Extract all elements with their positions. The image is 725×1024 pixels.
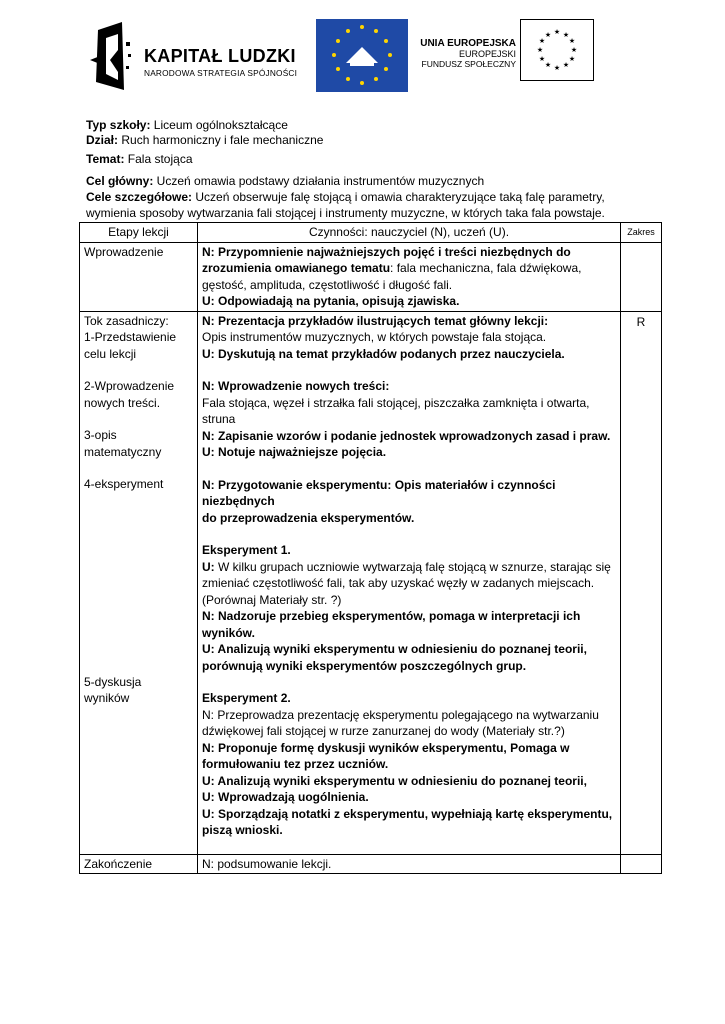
stage-main-1c: celu lekcji: [84, 346, 137, 361]
stage-main-1b: 1-Przedstawienie: [84, 330, 177, 344]
intro-u-line: U: Odpowiadają na pytania, opisują zjawiska.: [202, 294, 460, 308]
school-type-label: Typ szkoły:: [86, 118, 151, 132]
main-c2: do przeprowadzenia eksperymentów.: [202, 510, 415, 525]
svg-text:★: ★: [568, 55, 576, 63]
svg-text:★: ★: [544, 61, 552, 69]
scope-main-value: R: [636, 314, 646, 329]
table-header-row: [80, 223, 662, 243]
stage-main-5a: 5-dyskusja: [84, 674, 142, 689]
eu-flag-stars-icon: [521, 20, 593, 80]
scope-main: [621, 311, 662, 854]
ue-line2: EUROPEJSKI: [458, 49, 516, 59]
stage-main-5b: wyników: [84, 691, 130, 705]
table-row-main: [80, 311, 662, 854]
svg-text:★: ★: [544, 31, 552, 39]
header-stages: Etapy lekcji: [80, 223, 198, 243]
experiment-2-u1: U: Analizują wyniki eksperymentu w odniesieniu do poznanej teorii,: [202, 773, 587, 788]
section-value: Ruch harmoniczny i fale mechaniczne: [118, 133, 324, 147]
svg-text:★: ★: [562, 61, 570, 69]
experiment-1-u-line: [202, 559, 616, 576]
topic-value: Fala stojąca: [124, 152, 193, 166]
experiment-1-line3: (Porównaj Materiały str. ?): [202, 592, 342, 607]
activities-end: N: podsumowanie lekcji.: [198, 854, 621, 874]
activities-main: [198, 311, 621, 854]
kapital-ludzki-title: KAPITAŁ LUDZKI: [144, 46, 296, 66]
main-goal-label: Cel główny:: [86, 174, 154, 188]
scope-intro: [621, 242, 662, 311]
topic-label: Temat:: [86, 152, 125, 166]
experiment-1-u-label: U:: [202, 559, 215, 574]
experiment-1-title: Eksperyment 1.: [202, 543, 291, 557]
stage-main-3a: 3-opis: [84, 428, 117, 442]
intro-n-line2-rest: : fala mechaniczna, fala dźwiękowa,: [390, 261, 582, 275]
scope-end: [621, 854, 662, 874]
school-type-value: Liceum ogólnokształcące: [150, 118, 288, 132]
main-a1: N: Prezentacja przykładów ilustrujących temat główny lekcji:: [202, 313, 549, 328]
experiment-2-line1: N: Przeprowadza prezentację eksperymentu polegającego na wytwarzaniu: [202, 707, 599, 722]
table-row-end: [80, 854, 662, 874]
svg-text:★: ★: [538, 37, 546, 45]
section-label: Dział:: [86, 133, 119, 147]
main-b2: Fala stojąca, węzeł i strzałka fali stojącej, piszczałka zamknięta i otwarta,: [202, 395, 590, 410]
stage-intro: Wprowadzenie: [80, 242, 198, 311]
experiment-1-u1: U: Analizują wyniki eksperymentu w odniesieniu do poznanej teorii,: [202, 642, 587, 656]
specific-goals-line: [86, 189, 605, 206]
experiment-2-u4: piszą wnioski.: [202, 823, 283, 837]
intro-n-line3: gęstość, amplituda, częstotliwość i długość fali.: [202, 277, 453, 292]
experiment-2-n1: N: Proponuje formę dyskusji wyników eksperymentu, Pomaga w: [202, 740, 570, 755]
specific-goals-value-1: Uczeń obserwuje falę stojącą i omawia charakteryzujące taką falę parametry,: [192, 190, 605, 204]
main-b4: N: Zapisanie wzorów i podanie jednostek wprowadzonych zasad i praw.: [202, 428, 611, 443]
eu-flag-logo: [520, 19, 594, 81]
main-a2: Opis instrumentów muzycznych, w których powstaje fala stojąca.: [202, 330, 547, 344]
eu-program-logo: [316, 19, 408, 92]
experiment-1-u2: porównują wyniki eksperymentów poszczególnych grup.: [202, 658, 527, 673]
experiment-1-n1: N: Nadzoruje przebieg eksperymentów, pomaga w interpretacji ich: [202, 609, 581, 623]
specific-goals-label: Cele szczegółowe:: [86, 190, 193, 204]
main-b5: U: Notuje najważniejsze pojęcia.: [202, 445, 387, 459]
svg-text:★: ★: [570, 46, 578, 54]
experiment-1-n2: wyników.: [202, 625, 255, 640]
stage-main-2b: nowych treści.: [84, 395, 161, 410]
main-goal-line: [86, 173, 484, 190]
main-b1: N: Wprowadzenie nowych treści:: [202, 379, 390, 393]
kapital-ludzki-subtitle: NARODOWA STRATEGIA SPÓJNOŚCI: [144, 68, 298, 78]
header-activities: Czynności: nauczyciel (N), uczeń (U).: [198, 223, 621, 243]
ue-line1: UNIA EUROPEJSKA: [420, 38, 516, 49]
main-b3: struna: [202, 412, 236, 426]
intro-n-line1: N: Przypomnienie najważniejszych pojęć i treści niezbędnych do: [202, 244, 571, 259]
svg-text:★: ★: [562, 31, 570, 39]
stage-main-3b: matematyczny: [84, 444, 162, 459]
stage-main-1a: Tok zasadniczy:: [84, 313, 169, 328]
stage-main-4: 4-eksperyment: [84, 477, 164, 491]
stage-main: [80, 311, 198, 854]
ue-efs-text-logo: [416, 38, 516, 78]
svg-text:★: ★: [536, 46, 544, 54]
experiment-2-n2: formułowaniu tez przez uczniów.: [202, 757, 389, 771]
intro-n-line2: [202, 260, 616, 277]
main-c1: N: Przygotowanie eksperymentu: Opis materiałów i czynności niezbędnych: [202, 477, 556, 508]
svg-text:★: ★: [568, 37, 576, 45]
main-a3: U: Dyskutują na temat przykładów podanych przez nauczyciela.: [202, 346, 565, 361]
stage-end: Zakończenie: [80, 854, 198, 874]
experiment-2-title: Eksperyment 2.: [202, 691, 291, 705]
experiment-1-line2: zmieniać częstotliwość fali, tak aby uzyskać węzły w zadanych miejscach.: [202, 576, 595, 590]
experiment-2-line2: dźwiękowej fali stojącej w rurze zanurzanej do wody (Materiały str.?): [202, 724, 565, 738]
intro-n-line2-bold: zrozumienia omawianego tematu: [202, 261, 391, 275]
experiment-2-u2: U: Wprowadzają uogólnienia.: [202, 790, 369, 804]
experiment-2-u3: U: Sporządzają notatki z eksperymentu, wypełniają kartę eksperymentu,: [202, 806, 613, 821]
kapital-ludzki-logo: [88, 20, 308, 92]
kapital-ludzki-emblem-icon: [88, 20, 140, 92]
svg-text:★: ★: [553, 64, 561, 72]
topic-line: [86, 151, 193, 168]
header-scope: Zakres: [621, 223, 662, 243]
eu-stars-ring-icon: [316, 19, 408, 92]
main-goal-value: Uczeń omawia podstawy działania instrumentów muzycznych: [153, 174, 485, 188]
specific-goals-line-2: wymienia sposoby wytwarzania fali stojącej i instrumenty muzyczne, w których taka fala powstaje.: [86, 206, 605, 220]
svg-text:★: ★: [538, 55, 546, 63]
ue-line3: FUNDUSZ SPOŁECZNY: [421, 59, 516, 69]
experiment-1-u-text: W kilku grupach uczniowie wytwarzają falę stojącą w sznurze, starając się: [214, 559, 611, 574]
table-row-intro: [80, 242, 662, 311]
lesson-plan-table: [79, 222, 662, 874]
section-line: [86, 132, 323, 149]
svg-text:★: ★: [553, 28, 561, 36]
stage-main-2a: 2-Wprowadzenie: [84, 379, 175, 393]
activities-intro: [198, 242, 621, 311]
